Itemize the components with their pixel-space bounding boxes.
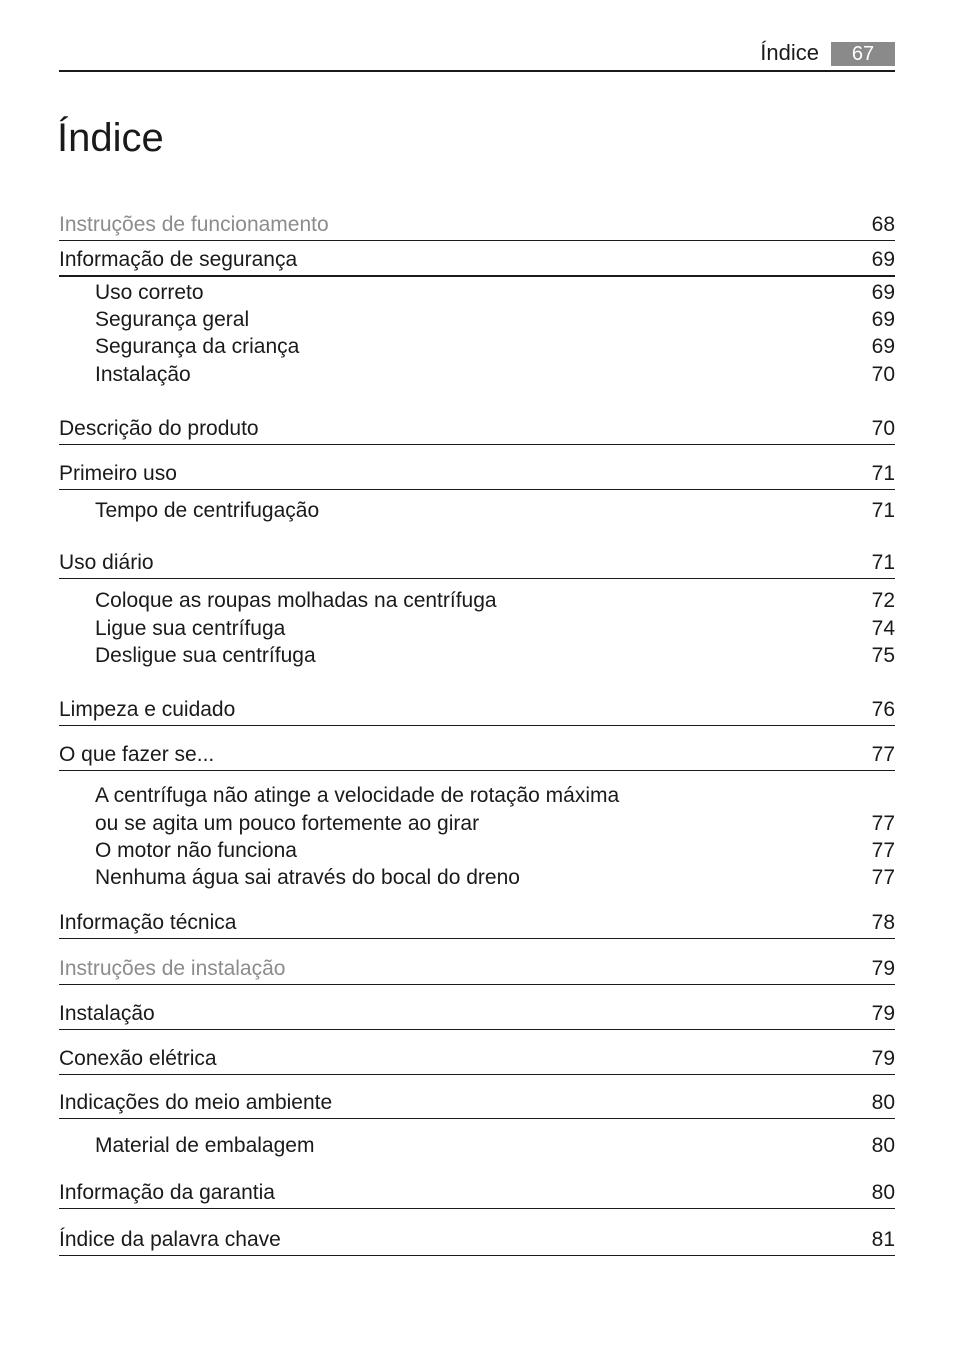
toc-subsection-row[interactable] bbox=[59, 781, 895, 811]
toc-section-row[interactable] bbox=[59, 1178, 895, 1209]
toc-entry-page: 77 bbox=[871, 812, 895, 835]
toc-entry-label: Coloque as roupas molhadas na centrífuga bbox=[95, 589, 497, 612]
toc-entry-label: Índice da palavra chave bbox=[59, 1228, 281, 1251]
toc-entry-page: 80 bbox=[871, 1134, 895, 1157]
toc-entry-page: 80 bbox=[871, 1181, 895, 1204]
toc-entry-page: 70 bbox=[871, 363, 895, 386]
toc-entry-label: Informação de segurança bbox=[59, 248, 298, 271]
toc-entry-label: Segurança geral bbox=[95, 308, 250, 331]
toc-section-row[interactable] bbox=[59, 954, 895, 985]
toc-subsection-row[interactable] bbox=[59, 305, 895, 335]
toc-section-row[interactable] bbox=[59, 1044, 895, 1075]
page-header bbox=[59, 40, 895, 72]
toc-subsection-row[interactable] bbox=[59, 496, 895, 526]
toc-section-row[interactable] bbox=[59, 695, 895, 726]
toc-section-row[interactable] bbox=[59, 245, 895, 277]
toc-subsection-row[interactable] bbox=[59, 809, 895, 839]
toc-entry-label: Nenhuma água sai através do bocal do dreno bbox=[95, 866, 520, 889]
toc-entry-page: 71 bbox=[871, 462, 895, 485]
toc-entry-page: 80 bbox=[871, 1091, 895, 1114]
toc-entry-label: Instalação bbox=[95, 363, 191, 386]
toc-subsection-row[interactable] bbox=[59, 1131, 895, 1161]
toc-entry-label: Instalação bbox=[59, 1002, 155, 1025]
toc-entry-label: Descrição do produto bbox=[59, 417, 259, 440]
toc-entry-page: 77 bbox=[871, 839, 895, 862]
toc-entry-label: Conexão elétrica bbox=[59, 1047, 217, 1070]
page-title: Índice bbox=[57, 116, 164, 160]
toc-subsection-row[interactable] bbox=[59, 278, 895, 308]
toc-entry-page: 69 bbox=[871, 281, 895, 304]
toc-entry-page: 74 bbox=[871, 617, 895, 640]
toc-subsection-row[interactable] bbox=[59, 836, 895, 866]
toc-entry-label: Informação da garantia bbox=[59, 1181, 275, 1204]
toc-entry-page: 79 bbox=[871, 957, 895, 980]
toc-entry-page: 77 bbox=[871, 866, 895, 889]
toc-subsection-row[interactable] bbox=[59, 586, 895, 616]
toc-entry-label: Instruções de instalação bbox=[59, 957, 286, 980]
toc-entry-page: 77 bbox=[871, 743, 895, 766]
toc-entry-page: 76 bbox=[871, 698, 895, 721]
toc-entry-label: Ligue sua centrífuga bbox=[95, 617, 286, 640]
toc-entry-page: 79 bbox=[871, 1047, 895, 1070]
toc-entry-page: 68 bbox=[871, 213, 895, 236]
toc-entry-label: Tempo de centrifugação bbox=[95, 499, 320, 522]
toc-entry-page: 75 bbox=[871, 644, 895, 667]
toc-entry-page: 69 bbox=[871, 248, 895, 271]
toc-entry-label: Material de embalagem bbox=[95, 1134, 315, 1157]
header-page-number: 67 bbox=[831, 42, 895, 66]
toc-section-row[interactable] bbox=[59, 414, 895, 445]
toc-section-row[interactable] bbox=[59, 740, 895, 771]
toc-subsection-row[interactable] bbox=[59, 863, 895, 893]
toc-entry-page: 72 bbox=[871, 589, 895, 612]
toc-entry-label: Informação técnica bbox=[59, 911, 237, 934]
toc-entry-label: Desligue sua centrífuga bbox=[95, 644, 316, 667]
header-title: Índice bbox=[760, 40, 819, 65]
toc-entry-page: 78 bbox=[871, 911, 895, 934]
toc-section-row[interactable] bbox=[59, 210, 895, 241]
toc-section-row[interactable] bbox=[59, 548, 895, 579]
toc-entry-page: 79 bbox=[871, 1002, 895, 1025]
toc-entry-label: Uso diário bbox=[59, 551, 154, 574]
toc-section-row[interactable] bbox=[59, 908, 895, 939]
toc-subsection-row[interactable] bbox=[59, 360, 895, 390]
toc-section-row[interactable] bbox=[59, 1225, 895, 1256]
toc-entry-label: Limpeza e cuidado bbox=[59, 698, 236, 721]
toc-entry-page: 81 bbox=[871, 1228, 895, 1251]
toc-entry-label: A centrífuga não atinge a velocidade de rotação máxima bbox=[95, 784, 620, 807]
toc-section-row[interactable] bbox=[59, 1088, 895, 1119]
toc-section-row[interactable] bbox=[59, 459, 895, 490]
toc-subsection-row[interactable] bbox=[59, 332, 895, 362]
toc-entry-label: Instruções de funcionamento bbox=[59, 213, 329, 236]
toc-entry-label: Segurança da criança bbox=[95, 335, 300, 358]
toc-entry-label: Indicações do meio ambiente bbox=[59, 1091, 333, 1114]
toc-entry-label: ou se agita um pouco fortemente ao girar bbox=[95, 812, 480, 835]
toc-entry-page: 71 bbox=[871, 499, 895, 522]
toc-subsection-row[interactable] bbox=[59, 614, 895, 644]
toc-entry-page: 71 bbox=[871, 551, 895, 574]
toc-entry-page: 69 bbox=[871, 335, 895, 358]
toc-entry-label: Primeiro uso bbox=[59, 462, 177, 485]
toc-entry-label: O motor não funciona bbox=[95, 839, 297, 862]
toc-entry-label: Uso correto bbox=[95, 281, 204, 304]
toc-entry-label: O que fazer se... bbox=[59, 743, 215, 766]
toc-subsection-row[interactable] bbox=[59, 641, 895, 671]
toc-entry-page: 69 bbox=[871, 308, 895, 331]
toc-section-row[interactable] bbox=[59, 999, 895, 1030]
toc-entry-page: 70 bbox=[871, 417, 895, 440]
